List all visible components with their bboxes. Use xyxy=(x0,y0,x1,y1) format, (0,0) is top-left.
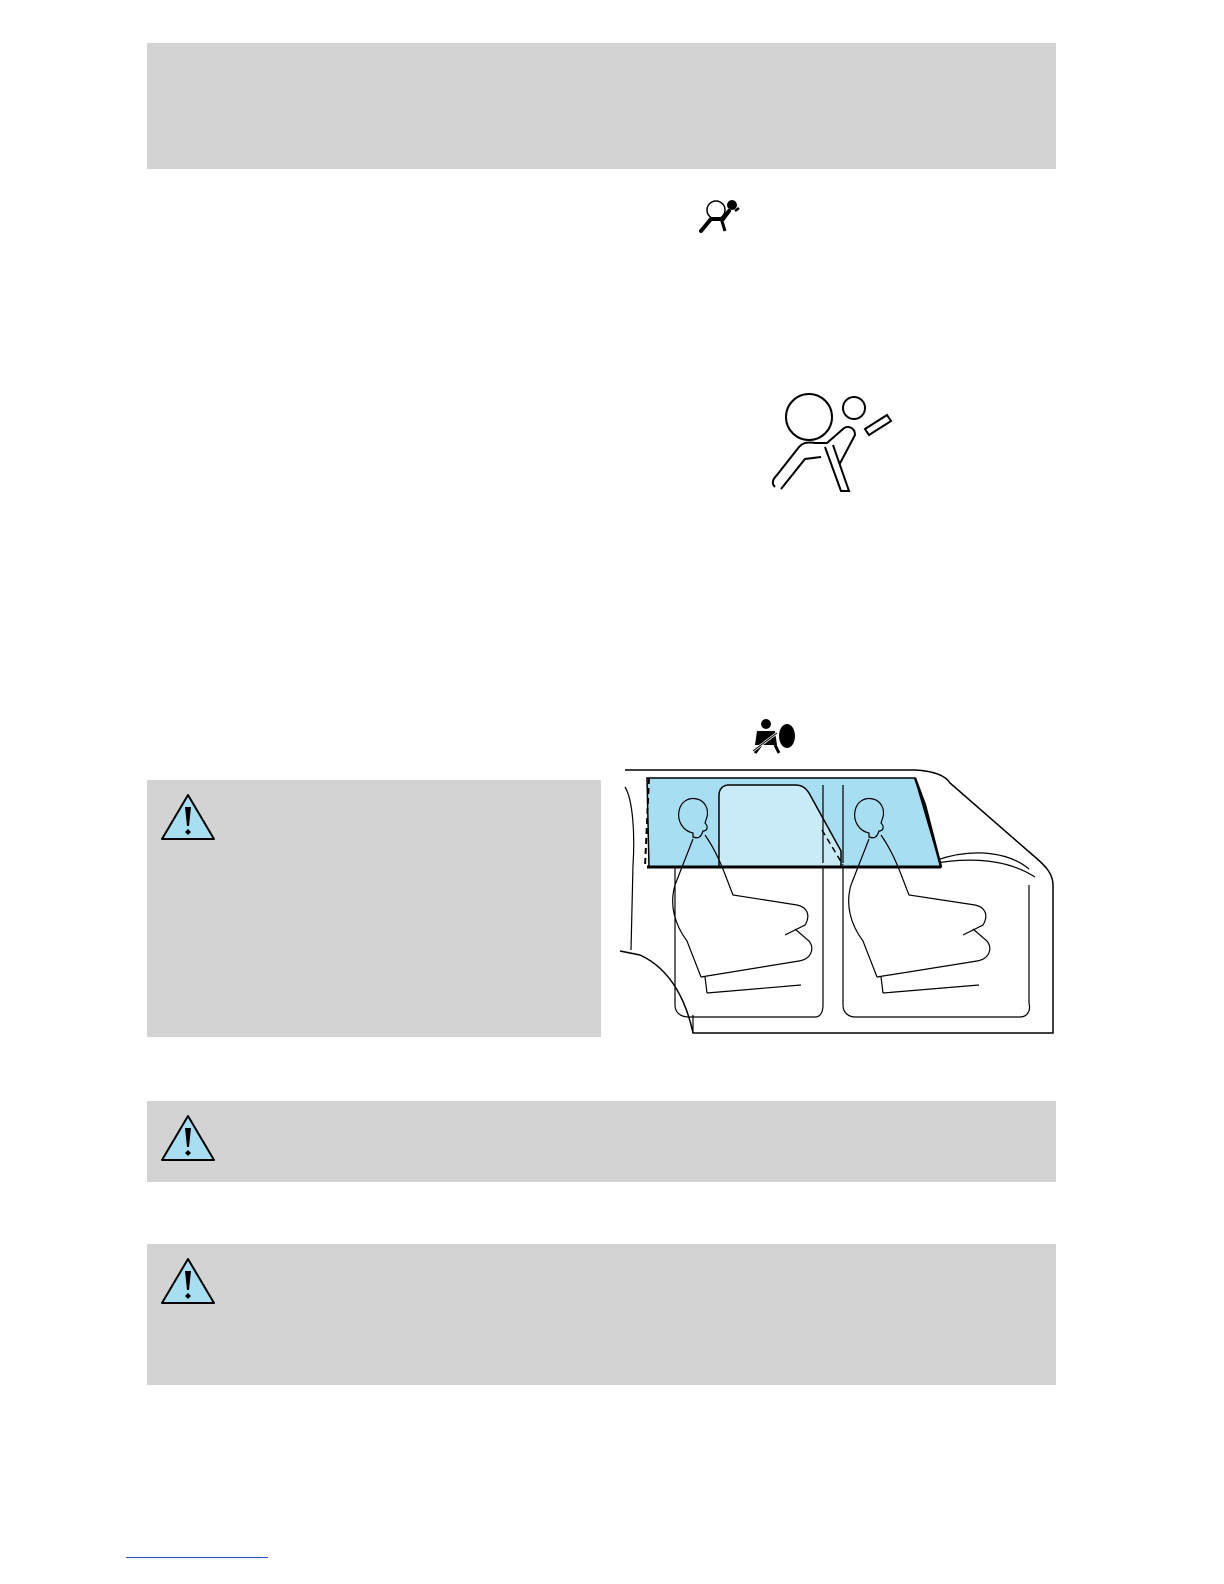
side-curtain-airbag-diagram xyxy=(615,765,1060,1040)
airbag-warning-icon-large xyxy=(765,385,895,500)
warning-triangle-icon xyxy=(159,792,217,842)
warning-box xyxy=(147,1244,1056,1385)
warning-box xyxy=(147,1101,1056,1182)
footer-link-underline[interactable] xyxy=(126,1557,268,1558)
airbag-warning-icon xyxy=(697,197,741,237)
warning-triangle-icon xyxy=(159,1113,217,1163)
warning-triangle-icon xyxy=(159,1256,217,1306)
seatbelt-airbag-icon xyxy=(751,717,797,757)
warning-box xyxy=(147,780,601,1037)
header-band xyxy=(147,43,1056,169)
